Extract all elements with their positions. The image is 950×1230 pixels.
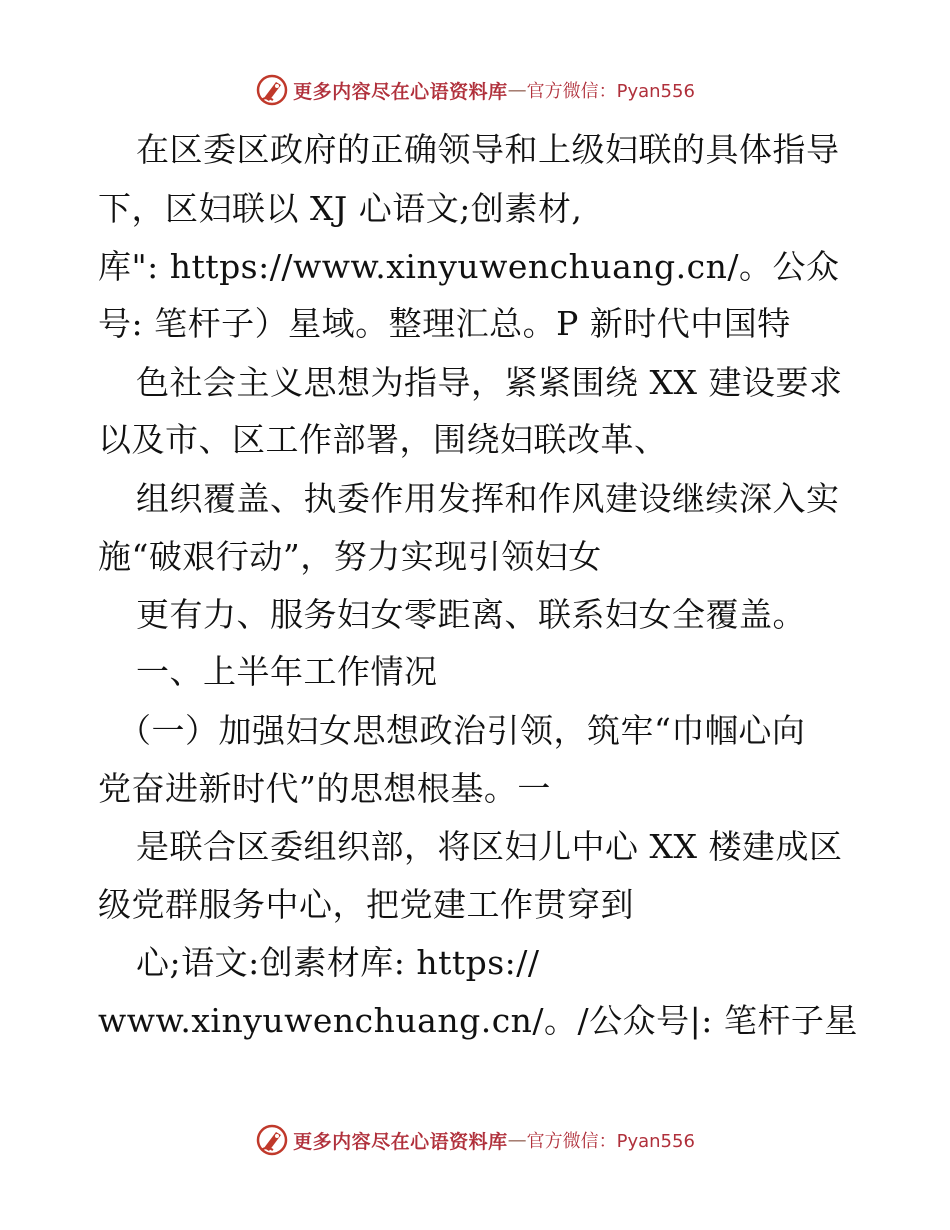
body-line: 施“破艰行动”，努力实现引领妇女 [98,537,602,576]
body-line: 色社会主义思想为指导，紧紧围绕 XX 建设要求 [136,363,843,402]
body-line: 在区委区政府的正确领导和上级妇联的具体指导 [136,130,840,169]
footer-brand-text: 更多内容尽在心语资料库 [293,1130,508,1153]
subsection-heading: （一）加强妇女思想政治引领，筑牢“巾帼心向 [118,711,806,750]
section-heading: 一、上半年工作情况 [136,652,438,691]
header-wechat-text: 官方微信：Pyan556 [526,81,695,102]
header-banner [0,70,950,110]
body-line: 以及市、区工作部署，围绕妇联改革、 [98,420,668,459]
body-line: 级党群服务中心，把党建工作贯穿到 [98,885,634,924]
pen-nib-logo-icon [255,73,289,107]
footer-banner [0,1120,950,1160]
footer-separator: — [507,1129,527,1151]
body-line: 库": https://www.xinyuwenchuang.cn/。公众 [98,247,840,286]
body-line: 党奋进新时代”的思想根基。一 [98,769,551,808]
body-line: 更有力、服务妇女零距离、联系妇女全覆盖。 [136,595,806,634]
body-line: 是联合区委组织部，将区妇儿中心 XX 楼建成区 [136,827,843,866]
header-separator: — [507,79,527,101]
body-line: 下，区妇联以 XJ 心语文;创素材, [98,189,583,228]
body-line: 心;语文:创素材库: https:// [136,943,540,982]
header-brand-text: 更多内容尽在心语资料库 [293,80,508,103]
body-line: 组织覆盖、执委作用发挥和作风建设继续深入实 [136,479,840,518]
body-line: www.xinyuwenchuang.cn/。/公众号|: 笔杆子星 [98,1001,858,1040]
footer-wechat-text: 官方微信：Pyan556 [526,1131,695,1152]
pen-nib-logo-icon [255,1123,289,1157]
body-line: 号: 笔杆子）星域。整理汇总。P 新时代中国特 [98,304,791,343]
